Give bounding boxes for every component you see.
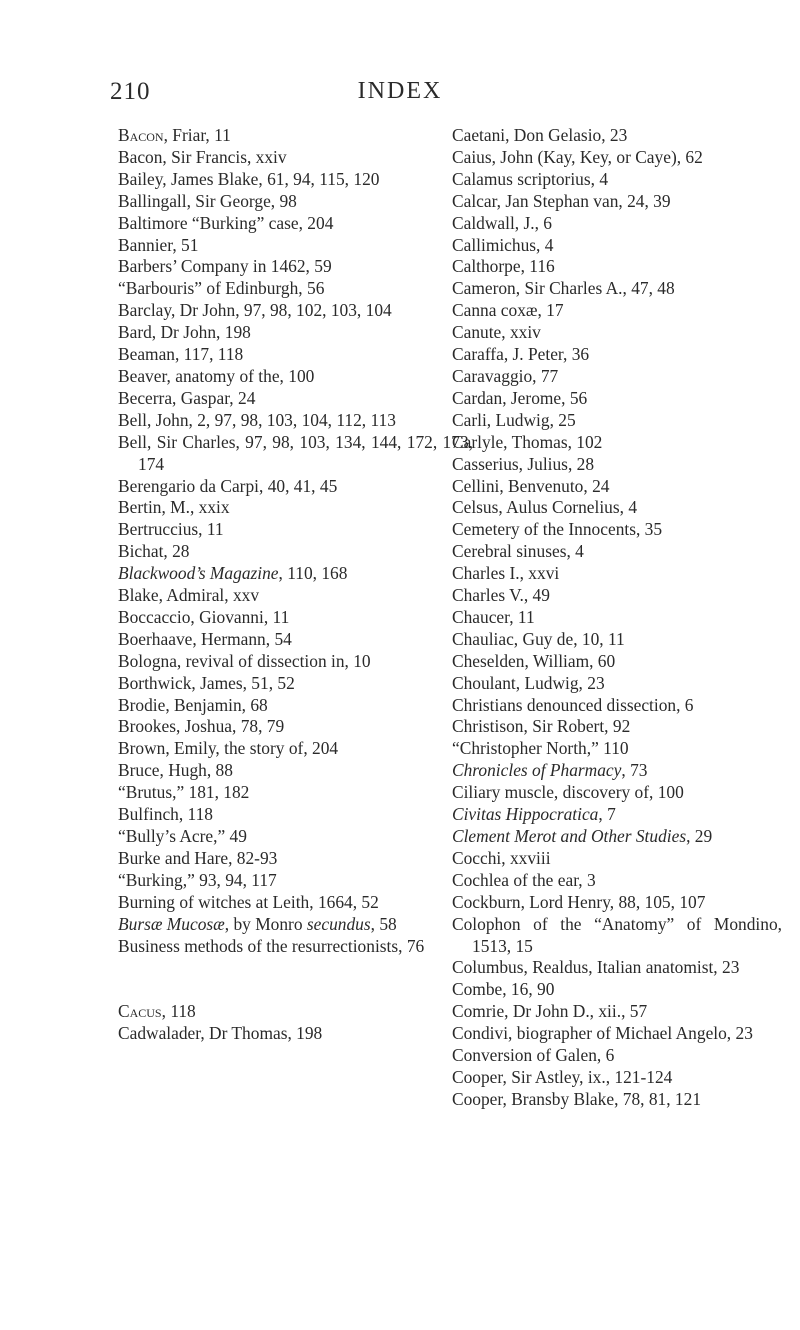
entry-text: Cerebral sinuses, 4 [452, 541, 584, 562]
index-entry [118, 366, 473, 388]
index-entry [452, 519, 782, 541]
entry-lead: Bacon, [118, 125, 168, 145]
entry-text: Caraffa, J. Peter, 36 [452, 344, 590, 365]
entry-text: Borthwick, James, 51, 52 [118, 672, 295, 693]
index-entry [452, 344, 782, 366]
entry-text: Bertin, M., xxix [118, 497, 230, 518]
index-entry [452, 1001, 782, 1023]
index-entry [452, 1045, 782, 1067]
entry-text: Calamus scriptorius, 4 [452, 168, 609, 189]
index-entry [452, 738, 782, 760]
page-number: 210 [110, 78, 151, 105]
index-entry [452, 432, 782, 454]
index-entry [452, 125, 782, 147]
entry-text: “Barbouris” of Edinburgh, 56 [118, 278, 325, 299]
index-entry [452, 914, 782, 958]
index-entry [118, 278, 473, 300]
index-entry [452, 235, 782, 257]
index-entry [452, 957, 782, 979]
entry-text: , 7 [598, 804, 616, 825]
index-entry [452, 585, 782, 607]
index-column-right [452, 125, 782, 1111]
index-entry [452, 782, 782, 804]
entry-text: Callimichus, 4 [452, 234, 554, 255]
entry-text: Bard, Dr John, 198 [118, 322, 251, 343]
index-entry [452, 476, 782, 498]
entry-text: Barclay, Dr John, 97, 98, 102, 103, 104 [118, 300, 392, 321]
entry-text: “Christopher North,” 110 [452, 738, 629, 759]
index-entry [118, 432, 473, 476]
index-entry [452, 169, 782, 191]
entry-text: Cocchi, xxviii [452, 847, 551, 868]
index-entry [452, 607, 782, 629]
entry-text: Beaver, anatomy of the, 100 [118, 365, 315, 386]
entry-text: Carlyle, Thomas, 102 [452, 431, 603, 452]
running-head: INDEX [357, 78, 443, 104]
entry-text: Brown, Emily, the story of, 204 [118, 738, 339, 759]
index-column-left [118, 125, 473, 1045]
entry-text: Calthorpe, 116 [452, 256, 555, 277]
entry-text: Business methods of the resurrectionists, 76 [118, 935, 425, 956]
entry-italic: Chronicles of Pharmacy [452, 760, 622, 781]
entry-text: Colophon of the “Anatomy” of Mondino, 1513, 15 [452, 913, 782, 956]
index-entry [118, 804, 473, 826]
index-entry [118, 213, 473, 235]
index-entry [118, 892, 473, 914]
entry-text: Barbers’ Company in 1462, 59 [118, 256, 332, 277]
entry-text: Bell, Sir Charles, 97, 98, 103, 134, 144, 172, 173, 174 [118, 431, 473, 474]
index-entry [452, 563, 782, 585]
entry-lead: Cacus, [118, 1001, 166, 1022]
entry-text: Beaman, 117, 118 [118, 344, 244, 365]
index-entry [118, 476, 473, 498]
index-entry [452, 322, 782, 344]
index-entry [118, 322, 473, 344]
entry-italic: Civitas Hippocratica [452, 804, 599, 825]
entry-text: Caravaggio, 77 [452, 365, 559, 386]
entry-text: Charles V., 49 [452, 585, 550, 606]
index-entry [452, 804, 782, 826]
index-entry [452, 1067, 782, 1089]
index-entry [118, 870, 473, 892]
entry-text: Bologna, revival of dissection in, 10 [118, 650, 371, 671]
entry-italic: Bursæ Mucosæ [118, 913, 225, 934]
entry-text: Combe, 16, 90 [452, 979, 555, 1000]
entry-text: Canna coxæ, 17 [452, 300, 564, 321]
entry-text: Carli, Ludwig, 25 [452, 409, 576, 430]
index-entry [118, 235, 473, 257]
index-entry [452, 541, 782, 563]
entry-text: Caldwall, J., 6 [452, 212, 552, 233]
entry-text: “Brutus,” 181, 182 [118, 782, 250, 803]
entry-text: Casserius, Julius, 28 [452, 453, 595, 474]
index-entry [118, 563, 473, 585]
index-entry [452, 1089, 782, 1111]
entry-text: Cellini, Benvenuto, 24 [452, 475, 610, 496]
entry-text: Cochlea of the ear, 3 [452, 869, 596, 890]
index-entry [118, 147, 473, 169]
entry-text: Cheselden, William, 60 [452, 650, 616, 671]
entry-text: Cockburn, Lord Henry, 88, 105, 107 [452, 891, 706, 912]
entry-text: Cooper, Bransby Blake, 78, 81, 121 [452, 1088, 702, 1109]
index-entry [118, 519, 473, 541]
index-entry [118, 936, 473, 958]
index-entry [118, 1001, 473, 1023]
index-entry [452, 629, 782, 651]
entry-text: , 110, 168 [278, 563, 348, 584]
index-entry [118, 300, 473, 322]
index-entry [118, 344, 473, 366]
index-entry [118, 782, 473, 804]
index-entry [452, 191, 782, 213]
index-entry [118, 629, 473, 651]
entry-text: Comrie, Dr John D., xii., 57 [452, 1001, 648, 1022]
entry-text: Blake, Admiral, xxv [118, 585, 260, 606]
index-entry [118, 914, 473, 936]
entry-text: Bichat, 28 [118, 541, 190, 562]
index-entry [118, 760, 473, 782]
entry-text2: , 58 [370, 913, 397, 934]
index-entry [118, 848, 473, 870]
index-entry [452, 300, 782, 322]
entry-text: Boccaccio, Giovanni, 11 [118, 606, 290, 627]
index-entry [452, 760, 782, 782]
index-entry [452, 979, 782, 1001]
index-entry [452, 870, 782, 892]
entry-italic2: secundus [306, 913, 371, 934]
entry-text: Bell, John, 2, 97, 98, 103, 104, 112, 113 [118, 409, 396, 430]
index-entry [452, 826, 782, 848]
index-entry [118, 651, 473, 673]
index-entry [452, 716, 782, 738]
entry-text: Caius, John (Kay, Key, or Caye), 62 [452, 146, 703, 167]
index-entry [452, 1023, 782, 1045]
entry-text: Bacon, Sir Francis, xxiv [118, 146, 287, 167]
index-entry [452, 147, 782, 169]
entry-text: “Bully’s Acre,” 49 [118, 826, 247, 846]
page-header [0, 78, 800, 108]
entry-text: Berengario da Carpi, 40, 41, 45 [118, 475, 338, 496]
entry-text: Bailey, James Blake, 61, 94, 115, 120 [118, 168, 380, 189]
index-entry [118, 673, 473, 695]
index-entry [452, 278, 782, 300]
entry-text: , by Monro [224, 913, 307, 934]
entry-text: Becerra, Gaspar, 24 [118, 387, 256, 408]
index-entry [118, 695, 473, 717]
entry-italic: Clement Merot and Other Studies [452, 826, 687, 846]
index-entry [452, 213, 782, 235]
entry-text: Chaucer, 11 [452, 606, 535, 627]
index-entry [118, 256, 473, 278]
entry-text: Celsus, Aulus Cornelius, 4 [452, 497, 638, 518]
entry-text: Burke and Hare, 82-93 [118, 847, 278, 868]
index-entry [452, 454, 782, 476]
index-entry [118, 826, 473, 848]
index-entry [452, 848, 782, 870]
entry-text: Bertruccius, 11 [118, 519, 224, 540]
entry-text: Bruce, Hugh, 88 [118, 760, 233, 781]
entry-text: Burning of witches at Leith, 1664, 52 [118, 891, 379, 912]
entry-text: Brookes, Joshua, 78, 79 [118, 716, 285, 737]
index-entry [118, 738, 473, 760]
index-entry [118, 1023, 473, 1045]
entry-text: Conversion of Galen, 6 [452, 1045, 615, 1066]
entry-text: Cooper, Sir Astley, ix., 121-124 [452, 1066, 673, 1087]
index-entry [118, 191, 473, 213]
entry-text: Baltimore “Burking” case, 204 [118, 212, 334, 233]
index-entry [118, 585, 473, 607]
entry-text: Choulant, Ludwig, 23 [452, 672, 605, 693]
entry-text: Calcar, Jan Stephan van, 24, 39 [452, 190, 671, 211]
index-entry [118, 607, 473, 629]
entry-text: Charles I., xxvi [452, 563, 560, 584]
entry-text: Cardan, Jerome, 56 [452, 387, 588, 408]
index-entry [452, 651, 782, 673]
index-entry [452, 388, 782, 410]
entry-text: Friar, 11 [167, 125, 231, 145]
entry-text: “Burking,” 93, 94, 117 [118, 869, 277, 890]
index-entry [118, 388, 473, 410]
entry-text: Bulfinch, 118 [118, 804, 213, 825]
entry-text: , 29 [686, 826, 713, 846]
index-entry [118, 541, 473, 563]
entry-text: Cameron, Sir Charles A., 47, 48 [452, 278, 675, 299]
index-entry [118, 125, 473, 147]
index-entry [452, 695, 782, 717]
index-entry [118, 169, 473, 191]
entry-text: Christians denounced dissection, 6 [452, 694, 694, 715]
entry-text: Christison, Sir Robert, 92 [452, 716, 631, 737]
index-entry [452, 497, 782, 519]
entry-text: Columbus, Realdus, Italian anatomist, 23 [452, 957, 740, 978]
index-entry [452, 892, 782, 914]
entry-text: Boerhaave, Hermann, 54 [118, 628, 292, 649]
entry-text: Chauliac, Guy de, 10, 11 [452, 628, 625, 649]
index-entry [118, 497, 473, 519]
entry-text: , 73 [621, 760, 648, 781]
index-entry [452, 673, 782, 695]
entry-text: 118 [165, 1001, 196, 1022]
entry-text: Bannier, 51 [118, 234, 199, 255]
entry-text: Caetani, Don Gelasio, 23 [452, 125, 628, 145]
index-entry [452, 410, 782, 432]
index-entry [118, 716, 473, 738]
entry-italic: Blackwood’s Magazine [118, 563, 279, 584]
index-entry [118, 410, 473, 432]
entry-text: Cemetery of the Innocents, 35 [452, 519, 663, 540]
entry-text: Brodie, Benjamin, 68 [118, 694, 268, 715]
entry-text: Cadwalader, Dr Thomas, 198 [118, 1023, 323, 1044]
entry-text: Ballingall, Sir George, 98 [118, 190, 297, 211]
entry-text: Condivi, biographer of Michael Angelo, 23 [452, 1023, 753, 1044]
index-entry [452, 366, 782, 388]
entry-text: Canute, xxiv [452, 322, 541, 343]
entry-text: Ciliary muscle, discovery of, 100 [452, 782, 684, 803]
index-entry [452, 256, 782, 278]
